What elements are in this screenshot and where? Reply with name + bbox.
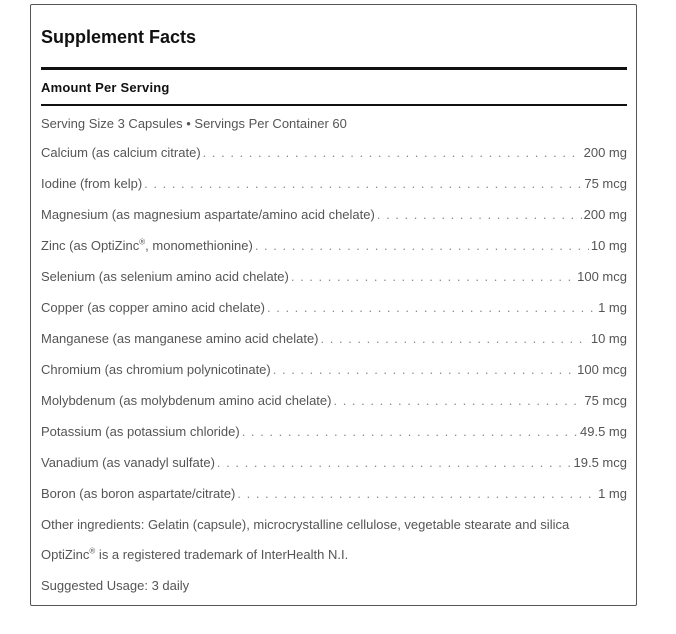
nutrient-row-selenium xyxy=(41,269,627,300)
registered-mark: ® xyxy=(89,546,96,556)
supplement-facts-panel xyxy=(30,4,637,606)
nutrient-row-vanadium xyxy=(41,455,627,486)
nutrient-row-zinc xyxy=(41,238,627,269)
amount-per-serving-heading: Amount Per Serving xyxy=(41,80,170,95)
nutrient-row-boron xyxy=(41,486,627,517)
nutrient-amount: 100 mcg xyxy=(577,362,627,377)
panel-title: Supplement Facts xyxy=(41,27,197,47)
nutrient-amount: 200 mg xyxy=(583,145,627,160)
thick-divider xyxy=(41,67,627,70)
dot-leader xyxy=(217,455,572,470)
nutrient-name: Molybdenum (as molybdenum amino acid chelate) xyxy=(41,393,332,408)
suggested-usage: Suggested Usage: 3 daily xyxy=(41,578,190,593)
nutrient-amount: 19.5 mcg xyxy=(573,455,627,470)
nutrient-amount: 10 mg xyxy=(590,331,627,346)
nutrient-name: Manganese (as manganese amino acid chelate) xyxy=(41,331,319,346)
nutrient-name: Vanadium (as vanadyl sulfate) xyxy=(41,455,215,470)
trademark-suffix: is a registered trademark of InterHealth N.I. xyxy=(95,547,349,562)
nutrient-row-molybdenum xyxy=(41,393,627,424)
dot-leader xyxy=(273,362,575,377)
nutrient-list xyxy=(41,145,627,517)
nutrient-amount: 1 mg xyxy=(598,486,627,501)
nutrient-name: Chromium (as chromium polynicotinate) xyxy=(41,362,271,377)
dot-leader xyxy=(203,145,582,160)
nutrient-row-iodine xyxy=(41,176,627,207)
registered-mark: ® xyxy=(139,237,146,247)
dot-leader xyxy=(321,331,589,346)
nutrient-name: Selenium (as selenium amino acid chelate) xyxy=(41,269,289,284)
dot-leader xyxy=(144,176,582,191)
other-ingredients: Other ingredients: Gelatin (capsule), microcrystalline cellulose, vegetable stearate and silica xyxy=(41,517,570,532)
nutrient-row-calcium xyxy=(41,145,627,176)
serving-size-line: Serving Size 3 Capsules • Servings Per Container 60 xyxy=(41,116,347,131)
nutrient-name: Copper (as copper amino acid chelate) xyxy=(41,300,266,315)
dot-leader xyxy=(255,238,589,253)
dot-leader xyxy=(333,393,582,408)
trademark-note xyxy=(41,547,348,562)
nutrient-name: Potassium (as potassium chloride) xyxy=(41,424,240,439)
nutrient-name xyxy=(41,238,253,253)
nutrient-name-suffix: , monomethionine) xyxy=(145,238,253,253)
nutrient-name-prefix: Zinc (as OptiZinc xyxy=(41,238,140,253)
dot-leader xyxy=(242,424,578,439)
nutrient-row-chromium xyxy=(41,362,627,393)
nutrient-row-copper xyxy=(41,300,627,331)
nutrient-name: Boron (as boron aspartate/citrate) xyxy=(41,486,236,501)
nutrient-row-potassium xyxy=(41,424,627,455)
nutrient-row-magnesium xyxy=(41,207,627,238)
dot-leader xyxy=(377,207,582,222)
nutrient-amount: 200 mg xyxy=(583,207,627,222)
nutrient-row-manganese xyxy=(41,331,627,362)
nutrient-name: Calcium (as calcium citrate) xyxy=(41,145,201,160)
nutrient-amount: 10 mg xyxy=(590,238,627,253)
nutrient-amount: 1 mg xyxy=(598,300,627,315)
nutrient-amount: 75 mcg xyxy=(584,393,627,408)
medium-divider xyxy=(41,104,627,106)
trademark-prefix: OptiZinc xyxy=(41,547,90,562)
nutrient-name: Iodine (from kelp) xyxy=(41,176,143,191)
nutrient-name: Magnesium (as magnesium aspartate/amino acid chelate) xyxy=(41,207,375,222)
dot-leader xyxy=(291,269,575,284)
nutrient-amount: 49.5 mg xyxy=(580,424,627,439)
nutrient-amount: 100 mcg xyxy=(577,269,627,284)
dot-leader xyxy=(267,300,596,315)
dot-leader xyxy=(237,486,596,501)
nutrient-amount: 75 mcg xyxy=(584,176,627,191)
